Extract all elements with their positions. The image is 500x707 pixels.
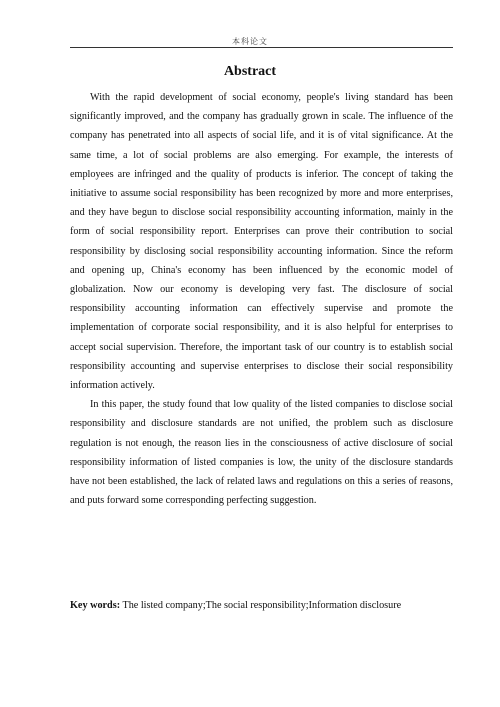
- abstract-title: Abstract: [223, 64, 277, 79]
- abstract-body: [70, 88, 453, 510]
- abstract-paragraph-2: In this paper, the study found that low quality of the listed companies to disclose social responsibility and disclosure standards are not unified, the problem such as disclosure regulation is not enough, the reason lies in the consciousness of active disclosure of social responsibility information of listed companies is low, the unity of the disclosure standards have not been established, the lack of related laws and regulations on this a series of reasons, and puts forward some corresponding perfecting suggestion.: [70, 399, 453, 507]
- keywords-line: [70, 598, 453, 613]
- keywords-label: Key words:: [70, 600, 121, 611]
- header-rule: [70, 47, 453, 48]
- keywords-value: The listed company;The social responsibility;Information disclosure: [122, 600, 402, 611]
- abstract-paragraph-1: With the rapid development of social economy, people's living standard has been significantly improved, and the company has gradually grown in scale. The influence of the company has penetrated into all aspects of social life, and it is of vital significance. At the same time, a lot of social problems are also emerging. For example, the interests of employees are infringed and the quality of products is inferior. The concept of taking the initiative to assume social responsibility has been recognized by more and more enterprises, and they have begun to disclose social responsibility accounting information, mainly in the form of social responsibility report. Enterprises can prove their contribution to social responsibility by disclosing social responsibility accounting information. Since the reform and opening up, China's economy has been influenced by the economic model of globalization. Now our economy is developing very fast. The disclosure of social responsibility accounting information can effectively supervise and promote the implementation of corporate social responsibility, and it is also helpful for enterprises to accept social supervision. Therefore, the important task of our country is to establish social responsibility accounting and supervise enterprises to disclose their social responsibility information actively.: [70, 92, 453, 392]
- running-header: 本科论文: [232, 37, 268, 46]
